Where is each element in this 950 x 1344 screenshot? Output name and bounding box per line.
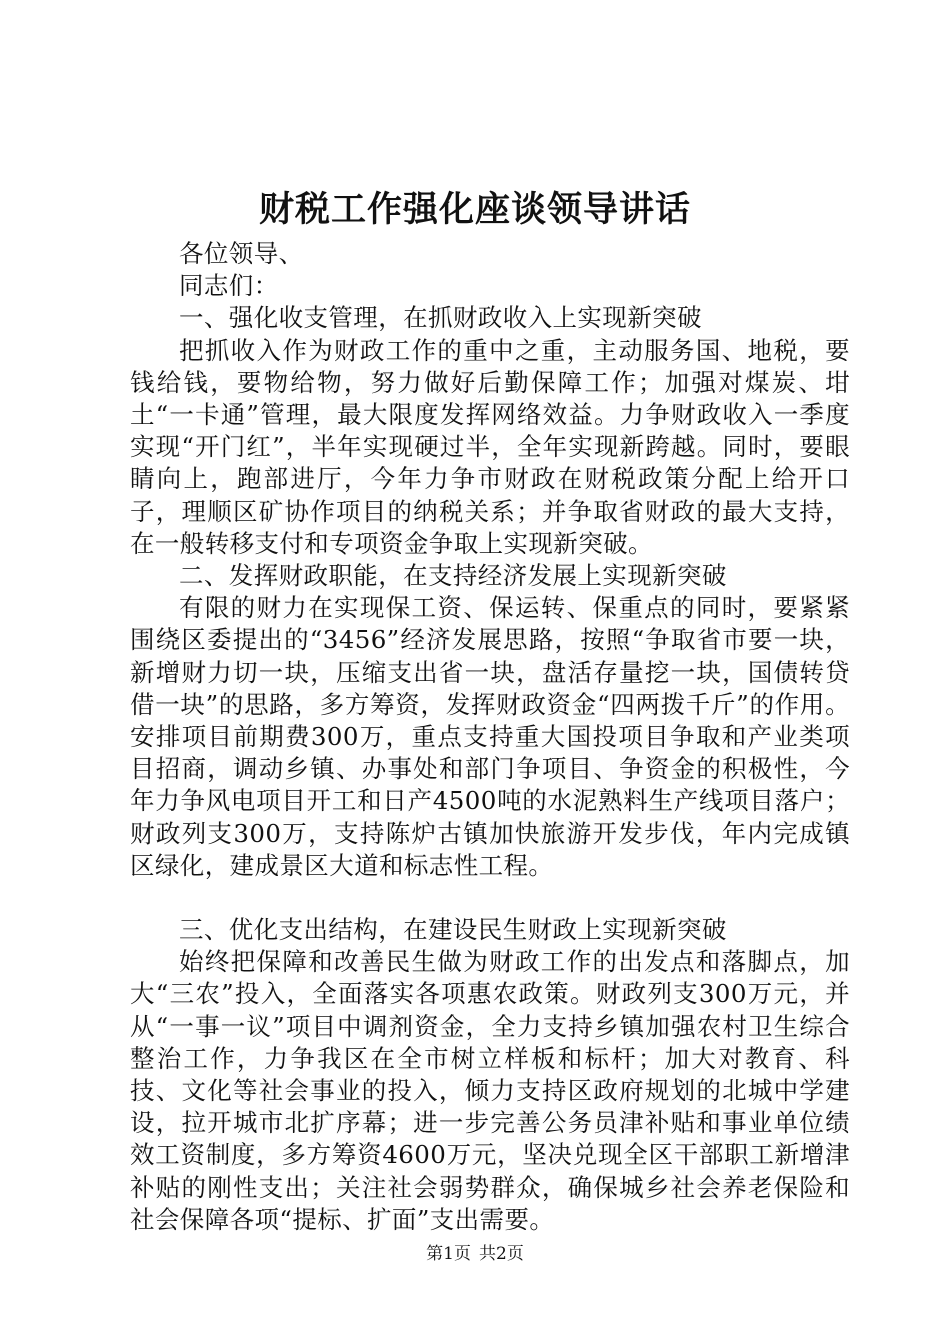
salutation-leaders: 各位领导、 (179, 239, 304, 268)
page-number-current: 第1页 (426, 1244, 471, 1264)
document-title: 财税工作强化座谈领导讲话 (258, 189, 691, 230)
section-paragraph-3: 始终把保障和改善民生做为财政工作的出发点和落脚点，加大“三农”投入，全面落实各项惠农政策。财政列支300万元，并从“一事一议”项目中调剂资金，全力支持乡镇加强农村卫生综合整治工作，力争我区在全市树立样板和标杆；加大对教育、科技、文化等社会事业的投入，倾力支持区政府规划的北城中学建设，拉开城市北扩序幕；进一步完善公务员津补贴和事业单位绩效工资制度，多方筹资4600万元，坚决兑现全区干部职工新增津补贴的刚性支出；关注社会弱势群众，确保城乡社会养老保险和社会保障各项“提标、扩面”支出需要。 (130, 947, 850, 1234)
salutation-comrades: 同志们： (179, 271, 279, 301)
document-body (130, 238, 850, 1236)
page-number-total: 共2页 (479, 1244, 524, 1264)
page-footer (0, 1242, 950, 1266)
section-paragraph-2: 有限的财力在实现保工资、保运转、保重点的同时，要紧紧围绕区委提出的“3456”经济发展思路，按照“争取省市要一块，新增财力切一块，压缩支出省一块，盘活存量挖一块，国债转贷借一块”的思路，多方筹资，发挥财政资金“四两拨千斤”的作用。安排项目前期费300万，重点支持重大国投项目争取和产业类项目招商，调动乡镇、办事处和部门争项目、争资金的积极性，今年力争风电项目开工和日产4500吨的水泥熟料生产线项目落户；财政列支300万，支持陈炉古镇加快旅游开发步伐，年内完成镇区绿化，建成景区大道和标志性工程。 (130, 593, 850, 880)
section-heading-3: 三、优化支出结构，在建设民生财政上实现新突破 (179, 915, 727, 945)
section-heading-1: 一、强化收支管理，在抓财政收入上实现新突破 (179, 303, 702, 333)
section-heading-2: 二、发挥财政职能，在支持经济发展上实现新突破 (179, 561, 727, 591)
section-paragraph-1: 把抓收入作为财政工作的重中之重，主动服务国、地税，要钱给钱，要物给物，努力做好后勤保障工作；加强对煤炭、坩土“一卡通”管理，最大限度发挥网络效益。力争财政收入一季度实现“开门红”，半年实现硬过半，全年实现新跨越。同时，要眼睛向上，跑部进厅，今年力争市财政在财税政策分配上给开口子，理顺区矿协作项目的纳税关系；并争取省财政的最大支持，在一般转移支付和专项资金争取上实现新突破。 (130, 335, 850, 558)
